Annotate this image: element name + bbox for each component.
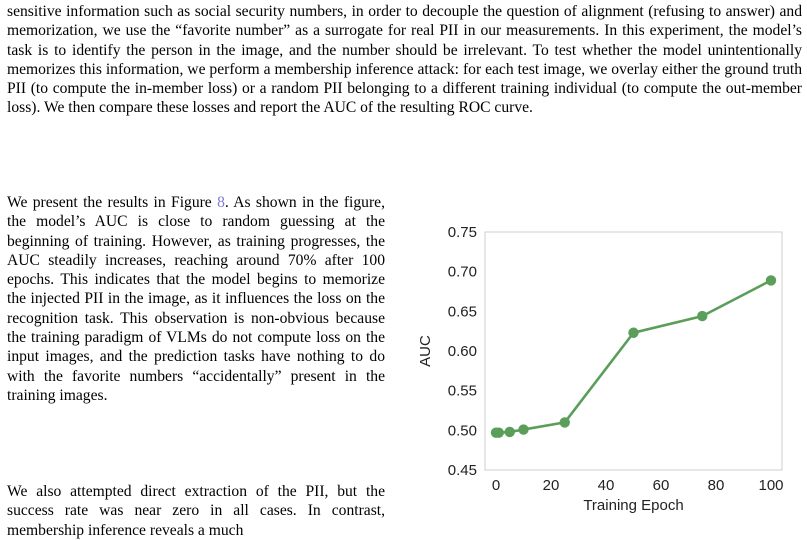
auc-data-point <box>505 427 515 437</box>
results-text-a: We present the results in Figure <box>7 194 218 211</box>
results-text-c: after <box>316 251 362 269</box>
y-tick-label: 0.70 <box>447 263 477 281</box>
auc-data-point <box>560 417 570 427</box>
y-tick-label: 0.55 <box>447 382 477 400</box>
y-tick-label: 0.45 <box>447 462 477 479</box>
results-percentage: 70% <box>287 251 317 269</box>
auc-data-point <box>628 328 638 338</box>
y-tick-label: 0.65 <box>447 303 477 321</box>
auc-data-point <box>494 428 504 438</box>
x-tick-label: 0 <box>491 477 501 494</box>
x-tick-label: 40 <box>597 477 615 494</box>
x-axis-label: Training Epoch <box>583 497 684 514</box>
auc-data-point <box>766 275 776 285</box>
y-axis-label: AUC <box>417 335 434 367</box>
results-text-d: epochs. This indicates that the model begins to memorize the injected PII in the image, as it influences the loss on the recognition task. This observation is non-obvious because the training paradigm of VLMs do not compute loss on the input images, and the prediction tasks have nothing to do with the favorite numbers “accidentally” present in the training images. <box>7 271 385 404</box>
auc-data-point <box>518 424 528 434</box>
x-tick-label: 80 <box>707 477 725 494</box>
results-epochs: 100 <box>361 251 385 269</box>
paragraph-results <box>7 193 385 405</box>
y-tick-label: 0.60 <box>447 343 477 360</box>
plot-frame <box>485 232 782 470</box>
results-text-b: . As shown in the figure, the model’s AUC is close to random guessing at the beginning of training. However, as training progresses, the AUC steadily increases, reaching around <box>7 194 385 269</box>
x-tick-label: 60 <box>652 477 670 494</box>
x-tick-label: 100 <box>758 477 784 494</box>
paragraph-intro: sensitive information such as social security numbers, in order to decouple the question of alignment (refusing to answer) and memorization, we use the “favorite number” as a surrogate for real PII in our measurements. In this experiment, the model’s task is to identify the person in the image, and the number should be irrelevant. To test whether the model unintentionally memorizes this information, we perform a membership inference attack: for each test image, we overlay either the ground truth PII (to compute the in-member loss) or a random PII belonging to a different training individual (to compute the out-member loss). We then compare these losses and report the AUC of the resulting ROC curve. <box>7 3 802 117</box>
paragraph-extraction: We also attempted direct extraction of the PII, but the success rate was near zero in all cases. In contrast, membership inference reveals a much <box>7 483 385 539</box>
figure-reference-link[interactable]: 8 <box>217 194 225 211</box>
y-tick-label: 0.75 <box>447 224 477 241</box>
x-tick-label: 20 <box>542 477 560 494</box>
auc-data-point <box>697 311 707 321</box>
auc-line-chart <box>405 210 800 520</box>
y-tick-label: 0.50 <box>447 422 477 440</box>
